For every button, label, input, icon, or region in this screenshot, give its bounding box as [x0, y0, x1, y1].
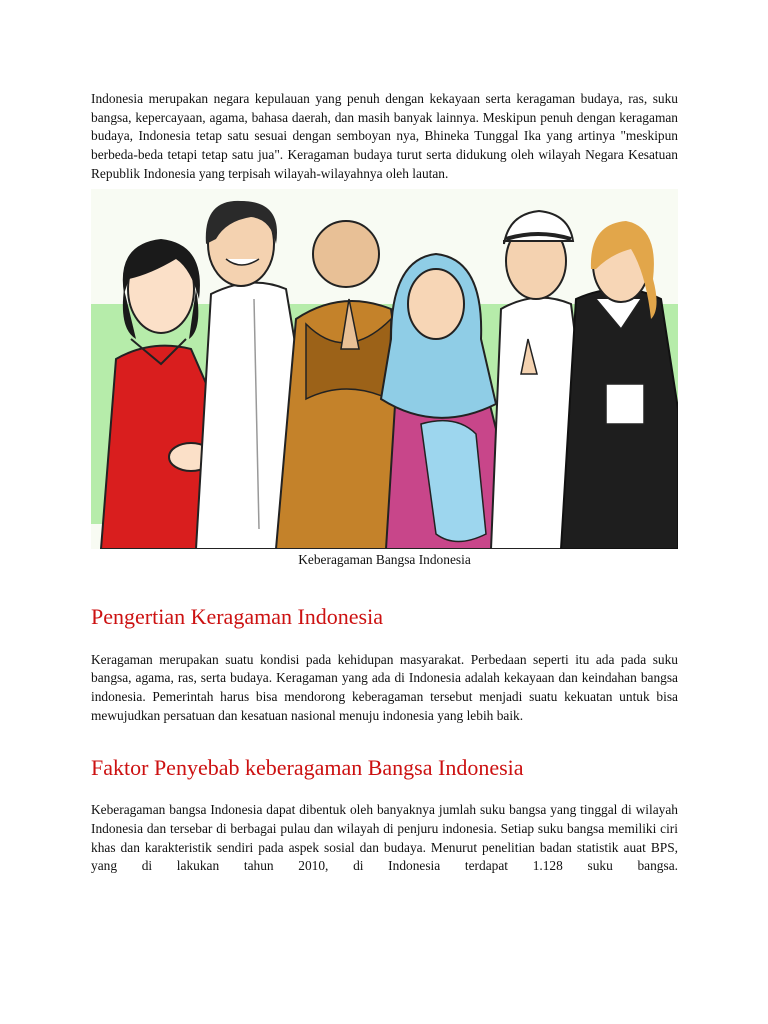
intro-paragraph: Indonesia merupakan negara kepulauan yang penuh dengan kekayaan serta keragaman budaya, ras, suku bangsa, kepercayaan, agama, bahasa daerah, dan masih banyak lainnya. Meskipun penuh dengan keragaman budaya, Indonesia tetap satu sesuai dengan semboyan nya, Bhineka Tunggal Ika yang artinya "meskipun berbeda-beda tetapi tetap satu jua". Keragaman budaya turut serta didukung oleh wilayah Negara Kesatuan Republik Indonesia yang terpisah wilayah-wilayahnya oleh lautan. — [91, 91, 678, 181]
illustration-figure — [91, 189, 678, 568]
diversity-illustration — [91, 189, 678, 549]
section-paragraph-faktor: Keberagaman bangsa Indonesia dapat dibentuk oleh banyaknya jumlah suku bangsa yang tinggal di wilayah Indonesia dan tersebar di berbagai pulau dan wilayah di penjuru indonesia. Setiap suku bangsa memiliki ciri khas dan karakteristik sendiri pada aspek sosial dan budaya. Menurut penelitian badan statistik auat BPS, yang di lakukan tahun 2010, di Indonesia terdapat 1.128 suku bangsa. — [91, 802, 678, 874]
document-page — [91, 90, 678, 876]
section-heading-faktor: Faktor Penyebab keberagaman Bangsa Indonesia — [91, 755, 524, 781]
section-paragraph-pengertian: Keragaman merupakan suatu kondisi pada kehidupan masyarakat. Perbedaan seperti itu ada pada suku bangsa, agama, ras, serta budaya. Keragaman yang ada di Indonesia adalah kekayaan dan keindahan bangsa indonesia. Pemerintah harus bisa mendorong keberagaman tersebut menjadi suatu kekuatan untuk bisa mewujudkan persatuan dan kesatuan nasional menuju indonesia yang lebih baik. — [91, 651, 678, 723]
section-heading-pengertian: Pengertian Keragaman Indonesia — [91, 603, 383, 629]
figure-caption: Keberagaman Bangsa Indonesia — [298, 551, 471, 567]
